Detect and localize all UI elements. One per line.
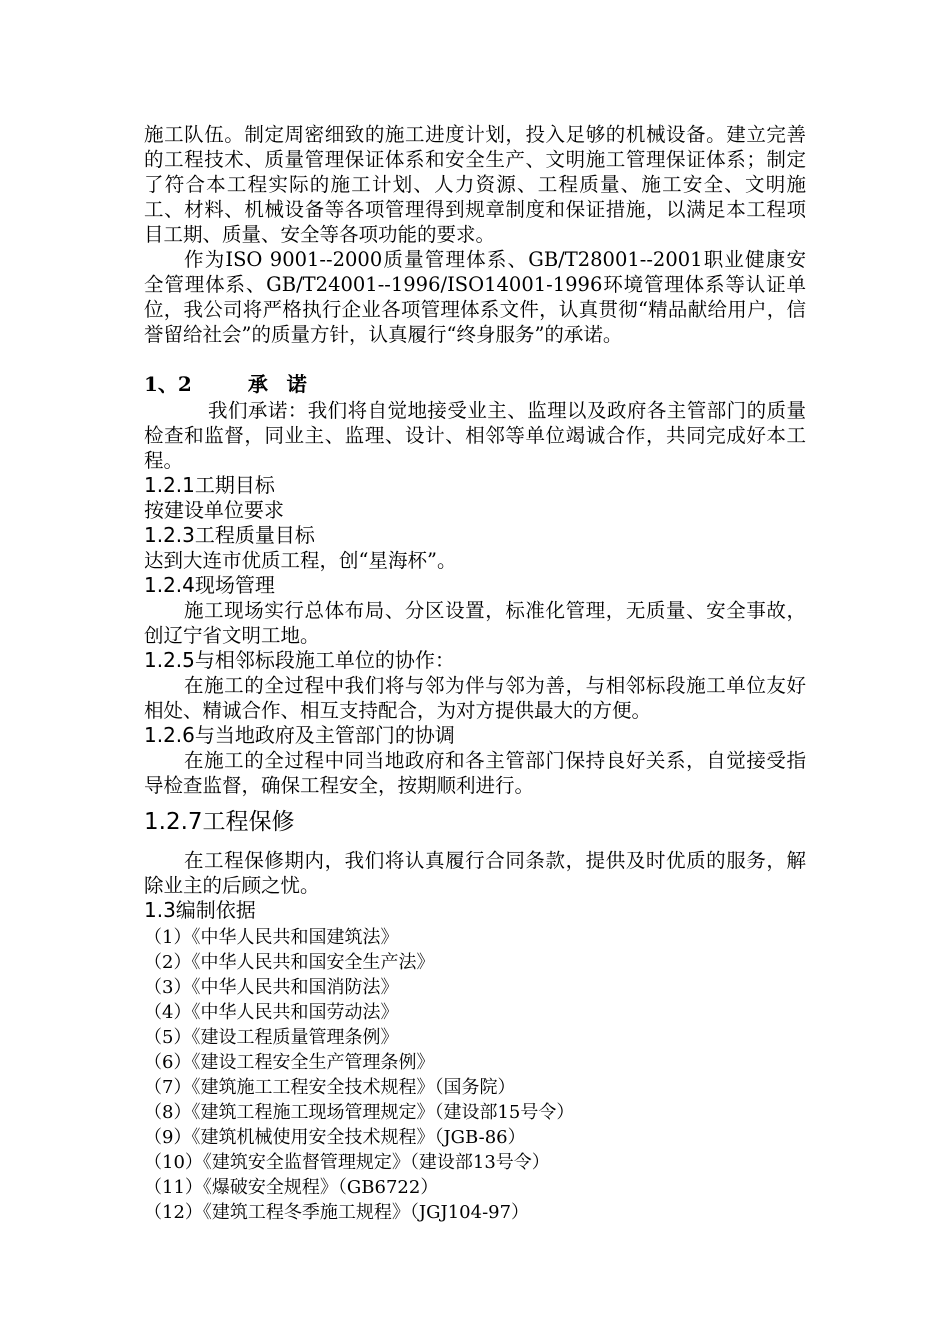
section-title: 承 诺 [247,372,313,396]
list-item: （9）《建筑机械使用安全技术规程》（JGB-86） [144,1127,526,1148]
basis-list [144,925,806,1225]
paragraph-management-systems: 施工队伍。制定周密细致的施工进度计划，投入足够的机械设备。建立完善的工程技术、质量管理保证体系和安全生产、文明施工管理保证体系；制定了符合本工程实际的施工计划、人力资源、工程质量、施工安全、文明施工、材料、机械设备等各项管理得到规章制度和保证措施，以满足本工程项目工期、质量、安全等各项功能的要求。 [144,123,806,246]
list-item: （11）《爆破安全规程》（GB6722） [144,1177,439,1198]
list-item: （1）《中华人民共和国建筑法》 [144,927,399,948]
list-item: （2）《中华人民共和国安全生产法》 [144,952,435,973]
heading-basis: 1.3编制依据 [144,898,256,922]
list-item: （4）《中华人民共和国劳动法》 [144,1002,399,1023]
paragraph-commitment: 我们承诺：我们将自觉地接受业主、监理以及政府各主管部门的质量检查和监督，同业主、监理、设计、相邻等单位竭诚合作，共同完成好本工程。 [144,399,806,472]
list-item: （6）《建设工程安全生产管理条例》 [144,1052,435,1073]
heading-quality-target: 1.2.3工程质量目标 [144,523,315,547]
list-item: （12）《建筑工程冬季施工规程》（JGJ104-97） [144,1202,530,1223]
section-number: 1、2 [144,372,192,396]
heading-warranty: 1.2.7工程保修 [144,809,295,835]
heading-cooperation: 1.2.5与相邻标段施工单位的协作： [144,648,455,672]
paragraph-site-management: 施工现场实行总体布局、分区设置，标准化管理，无质量、安全事故，创辽宁省文明工地。 [144,599,806,647]
list-item: （7）《建筑施工工程安全技术规程》（国务院） [144,1077,516,1098]
heading-schedule-target: 1.2.1工期目标 [144,473,275,497]
paragraph-warranty: 在工程保修期内，我们将认真履行合同条款，提供及时优质的服务，解除业主的后顾之忧。 [144,849,806,897]
heading-government-coordination: 1.2.6与当地政府及主管部门的协调 [144,723,455,747]
section-heading-commitment [144,372,313,397]
list-item: （3）《中华人民共和国消防法》 [144,977,399,998]
list-item: （10）《建筑安全监督管理规定》（建设部13号令） [144,1152,550,1173]
paragraph-quality-target: 达到大连市优质工程，创“星海杯”。 [144,549,457,572]
heading-site-management: 1.2.4现场管理 [144,573,275,597]
heading-owner-requirement: 按建设单位要求 [144,498,284,522]
list-item: （8）《建筑工程施工现场管理规定》（建设部15号令） [144,1102,575,1123]
list-item: （5）《建设工程质量管理条例》 [144,1027,399,1048]
paragraph-cooperation: 在施工的全过程中我们将与邻为伴与邻为善，与相邻标段施工单位友好相处、精诚合作、相互支持配合，为对方提供最大的方便。 [144,674,806,722]
paragraph-government-coordination: 在施工的全过程中同当地政府和各主管部门保持良好关系，自觉接受指导检查监督，确保工程安全，按期顺利进行。 [144,749,806,797]
paragraph-certification: 作为ISO 9001--2000质量管理体系、GB/T28001--2001职业健康安全管理体系、GB/T24001--1996/ISO14001-1996环境管理体系等认证单位，我公司将严格执行企业各项管理体系文件，认真贯彻“精品献给用户，信誉留给社会”的质量方针，认真履行“终身服务”的承诺。 [144,248,806,346]
